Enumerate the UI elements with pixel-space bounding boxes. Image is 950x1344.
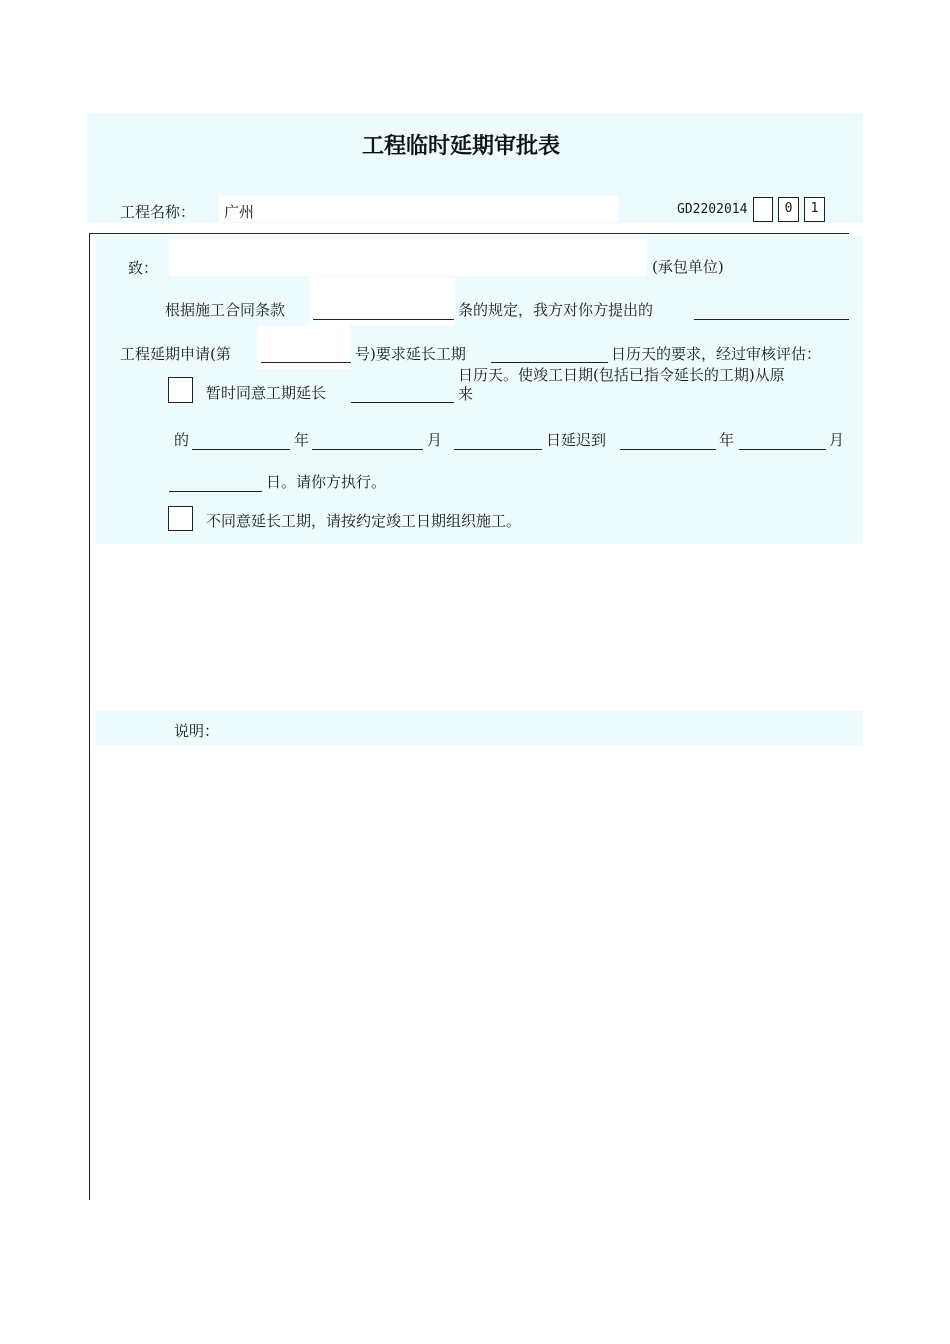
requested-days-field[interactable] [491, 362, 608, 363]
addressee-cell [169, 239, 647, 276]
form-code-digit-3[interactable]: 1 [804, 197, 825, 222]
contract-clause-text: 根据施工合同条款 [165, 301, 286, 319]
overflow-text-clip [458, 366, 858, 384]
completion-date-overflow-tail: 来 [458, 385, 474, 403]
disagree-checkbox[interactable] [168, 506, 193, 531]
completion-date-overflow-text: 日历天。使竣工日期(包括已指令延长的工期)从原 [458, 366, 785, 384]
delay-to-label: 日延迟到 [546, 431, 607, 449]
granted-days-field[interactable] [351, 402, 454, 403]
disagree-label: 不同意延长工期，请按约定竣工日期组织施工。 [206, 512, 522, 530]
new-month-label: 月 [829, 431, 845, 449]
to-label: 致： [128, 259, 159, 277]
form-code-digit-1[interactable] [753, 197, 773, 222]
clause-field[interactable] [313, 319, 454, 320]
application-number-prefix: 工程延期申请(第 [120, 345, 231, 363]
page-title: 工程临时延期审批表 [362, 134, 561, 159]
clause-cell [310, 277, 455, 325]
table-left-border [89, 233, 90, 1200]
new-year-field[interactable] [620, 449, 716, 450]
extension-application-field[interactable] [694, 319, 849, 320]
project-name-value[interactable]: 广州 [224, 203, 255, 221]
agree-temporarily-label: 暂时同意工期延长 [206, 384, 327, 402]
original-day-field[interactable] [454, 449, 542, 450]
explanation-label: 说明： [174, 722, 220, 740]
original-year-field[interactable] [192, 449, 290, 450]
execute-instruction-text: 日。请你方执行。 [266, 473, 387, 491]
application-number-suffix: 号)要求延长工期 [355, 345, 466, 363]
original-year-label: 年 [294, 431, 310, 449]
contractor-label: (承包单位) [652, 258, 724, 276]
new-year-label: 年 [719, 431, 735, 449]
table-top-border [89, 233, 849, 234]
agree-temporarily-checkbox[interactable] [168, 377, 193, 403]
project-value-cell [219, 196, 619, 222]
original-month-label: 月 [427, 431, 443, 449]
requested-days-suffix: 日历天的要求，经过审核评估： [611, 345, 822, 363]
new-month-field[interactable] [739, 449, 826, 450]
application-number-field[interactable] [261, 362, 351, 363]
project-name-label: 工程名称： [120, 203, 196, 221]
form-code-prefix: GD2202014 [677, 202, 748, 217]
original-month-field[interactable] [312, 449, 423, 450]
clause-suffix-text: 条的规定，我方对你方提出的 [458, 301, 654, 319]
form-code-digit-2[interactable]: 0 [778, 197, 799, 222]
original-date-prefix: 的 [174, 431, 190, 449]
new-day-field[interactable] [169, 491, 262, 492]
